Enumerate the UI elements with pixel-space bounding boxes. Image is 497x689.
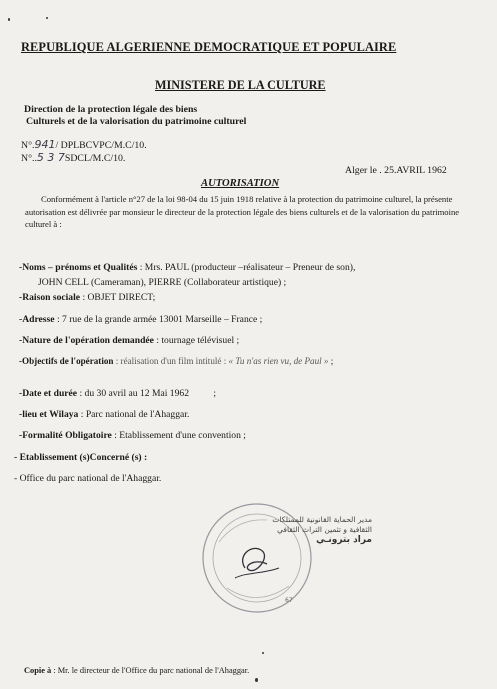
arabic-line: مدير الحماية القانونية للممتلكات: [272, 515, 372, 524]
paper-speck: [8, 18, 10, 21]
film-title: « Tu n'as rien vu, de Paul »: [228, 356, 329, 366]
field-noms: [19, 262, 355, 273]
field-value: : Mrs. PAUL (producteur –réalisateur – Preneur de son),: [139, 262, 356, 273]
field-label: -Objectifs de l'opération: [19, 356, 114, 366]
field-etablissement-value: - Office du parc national de l'Ahaggar.: [14, 473, 162, 484]
document-title: AUTORISATION: [201, 178, 280, 189]
field-raison-sociale: [19, 292, 155, 303]
field-objectifs: [19, 356, 333, 366]
field-end: ;: [330, 356, 334, 366]
signatory-name: مراد بترونـي: [316, 535, 372, 545]
field-noms-continued: JOHN CELL (Cameraman), PIERRE (Collaborateur artistique) ;: [38, 277, 287, 288]
field-label: -Adresse: [19, 314, 55, 325]
field-value: : 7 rue de la grande armée 13001 Marseille – France ;: [56, 314, 263, 325]
field-label: -Noms – prénoms et Qualités: [19, 262, 138, 273]
field-label: -Nature de l'opération demandée: [19, 335, 154, 346]
stamp-number: 67: [285, 597, 293, 604]
paper-speck: [255, 678, 258, 682]
field-lieu: [19, 409, 189, 420]
field-formalite: [19, 430, 246, 441]
intro-paragraph: [25, 193, 475, 231]
field-value: : réalisation d'un film intitulé :: [115, 356, 227, 366]
ministry-heading: MINISTERE DE LA CULTURE: [155, 78, 326, 92]
arabic-line: الثقافية و تثمين التراث الثقافي: [277, 525, 372, 534]
ref-handwritten-number: 941: [34, 138, 56, 151]
field-value: : tournage télévisuel ;: [156, 335, 240, 346]
direction-heading: [24, 104, 246, 128]
field-label: - Etablissement (s)Concerné (s) :: [14, 452, 148, 463]
field-label: -Raison sociale: [19, 292, 81, 303]
copie-label: Copie à: [24, 666, 52, 675]
copie-value: : Mr. le directeur de l'Office du parc national de l'Ahaggar.: [53, 666, 250, 675]
ref-prefix: N°..: [21, 153, 37, 164]
field-label: -lieu et Wilaya: [19, 409, 79, 420]
place-and-date: Alger le . 25.AVRIL 1962: [345, 165, 447, 176]
field-adresse: [19, 314, 262, 325]
signatory-arabic-block: [252, 515, 372, 545]
field-end: ;: [213, 388, 217, 399]
direction-line-2: Culturels et de la valorisation du patrimoine culturel: [26, 116, 247, 127]
copy-to-line: [24, 666, 249, 675]
ref-suffix: SDCL/M.C/10.: [64, 153, 126, 164]
field-etablissement: [14, 452, 147, 463]
reference-number-1: [21, 138, 147, 151]
paper-speck: [46, 17, 48, 19]
ref-handwritten-number: 5 3 7: [36, 151, 65, 164]
direction-line-1: Direction de la protection légale des biens: [24, 104, 198, 115]
intro-text: Conformément à l'article n°27 de la loi 98-04 du 15 juin 1918 relative à la protection du patrimoine culturel, la présente autorisation est délivrée par monsieur le directeur de la protection légale des biens culturels et de la valorisation du patrimoine culturel à :: [25, 194, 460, 229]
field-label: -Date et durée: [19, 388, 78, 399]
republic-heading: REPUBLIQUE ALGERIENNE DEMOCRATIQUE ET POPULAIRE: [21, 40, 397, 54]
field-date-duree: [19, 388, 216, 399]
field-value: : du 30 avril au 12 Mai 1962: [79, 388, 189, 399]
field-value: : Parc national de l'Ahaggar.: [80, 409, 190, 420]
reference-number-2: [21, 151, 125, 164]
ref-prefix: N°.: [21, 140, 35, 151]
field-value: : Etablissement d'une convention ;: [114, 430, 246, 441]
ref-suffix: / DPLBCVPC/M.C/10.: [55, 140, 147, 151]
paper-speck: [262, 652, 264, 654]
field-nature: [19, 335, 239, 346]
field-value: : OBJET DIRECT;: [82, 292, 156, 303]
field-label: -Formalité Obligatoire: [19, 430, 112, 441]
